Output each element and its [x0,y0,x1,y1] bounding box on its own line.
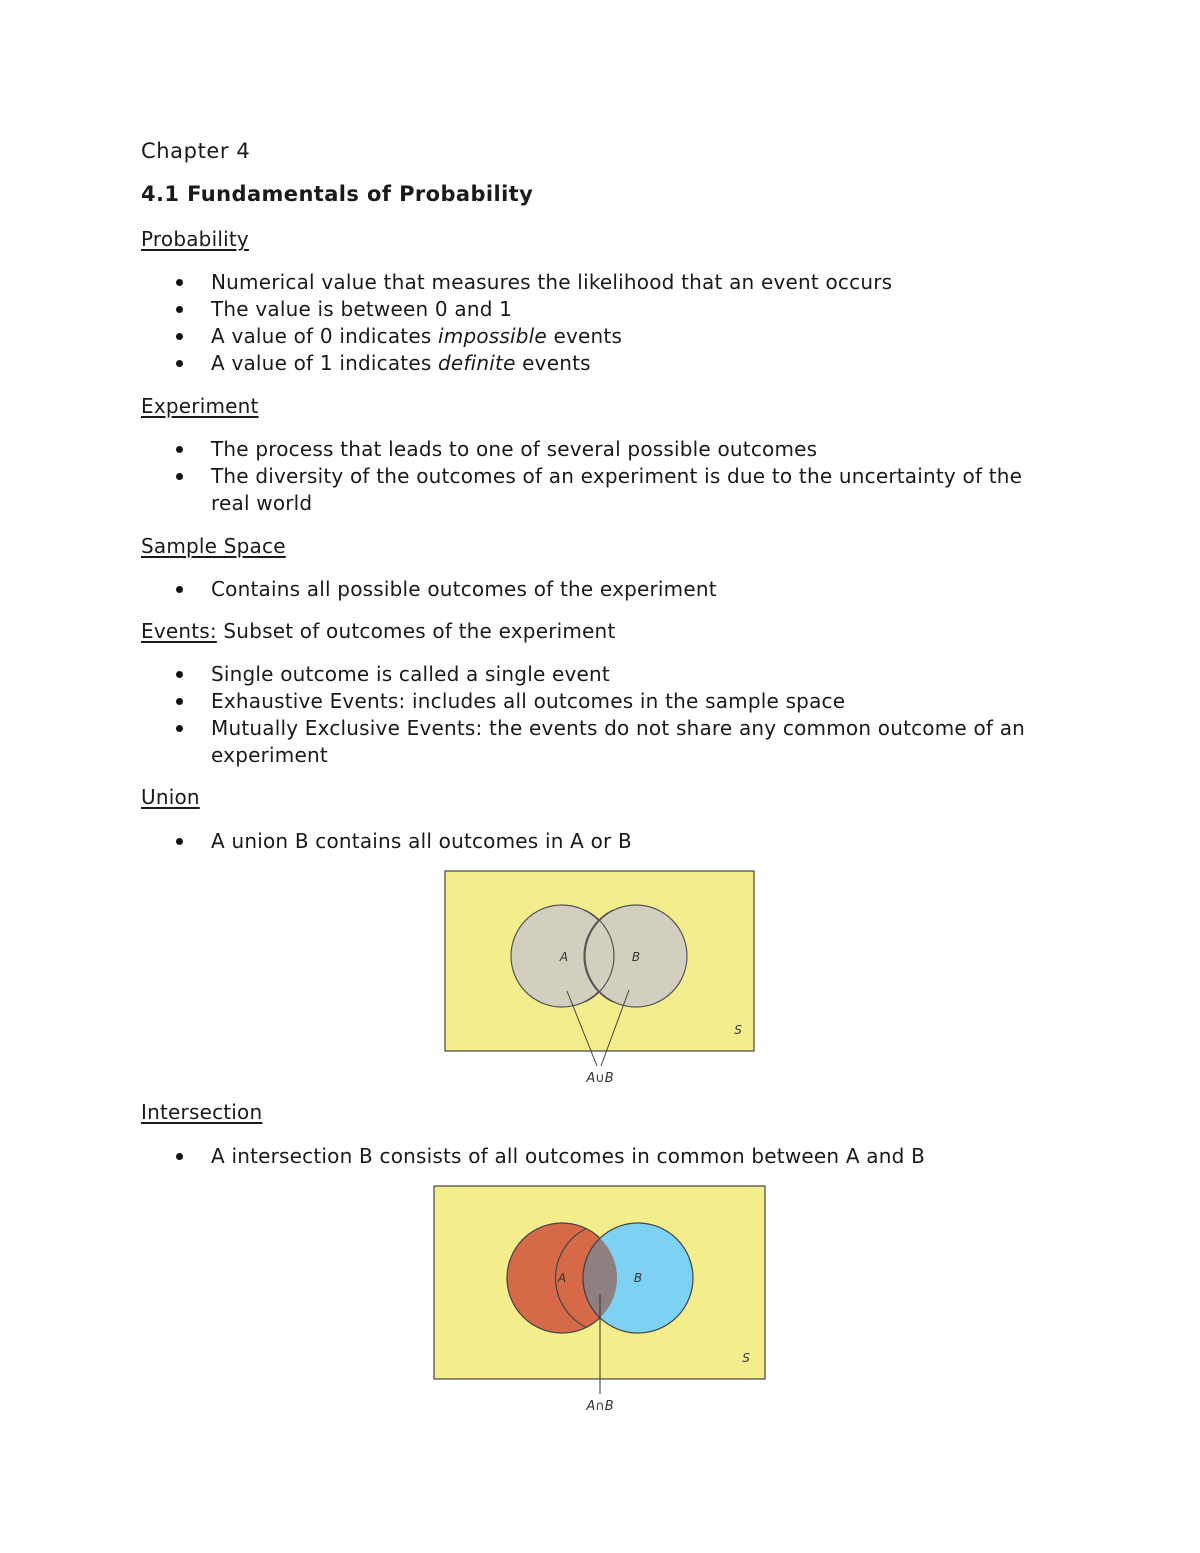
intersection-venn-diagram [430,1182,770,1417]
text: A value of 0 indicates [211,324,439,348]
intersection-list [141,1143,1061,1170]
heading-union: Union [141,785,200,809]
emphasis: impossible [438,324,547,348]
events-description: Subset of outcomes of the experiment [216,619,616,643]
list-item: A union B contains all outcomes in A or B [141,828,1061,855]
events-list [141,661,1061,769]
probability-list [141,269,1061,377]
list-item: A intersection B consists of all outcomes in common between A and B [141,1143,1061,1170]
text: events [515,351,591,375]
heading-sample-space: Sample Space [141,534,286,558]
heading-events: Events: [141,619,217,643]
events-definition [141,619,615,643]
heading-experiment: Experiment [141,394,259,418]
list-item: The value is between 0 and 1 [141,296,1061,323]
union-list [141,828,1061,855]
experiment-list [141,436,1061,517]
union-caption: A∪B [586,1071,614,1086]
list-item: Single outcome is called a single event [141,661,1061,688]
list-item [141,323,1061,350]
label-s: S [734,1023,742,1037]
label-s: S [742,1351,750,1365]
list-item: Mutually Exclusive Events: the events do not share any common outcome of an experiment [141,715,1061,769]
heading-probability: Probability [141,227,249,251]
text: A value of 1 indicates [211,351,439,375]
list-item: The process that leads to one of several possible outcomes [141,436,1061,463]
sample-space-list [141,576,1061,603]
intersection-caption: A∩B [586,1399,614,1414]
label-b: B [631,950,641,964]
label-a: A [559,950,569,964]
list-item: Exhaustive Events: includes all outcomes in the sample space [141,688,1061,715]
list-item: The diversity of the outcomes of an experiment is due to the uncertainty of the real world [141,463,1061,517]
text: events [546,324,623,348]
label-a: A [557,1271,567,1285]
heading-intersection: Intersection [141,1100,263,1124]
list-item: Contains all possible outcomes of the experiment [141,576,1061,603]
list-item: Numerical value that measures the likelihood that an event occurs [141,269,1061,296]
chapter-title: Chapter 4 [141,139,251,163]
union-venn-diagram [440,866,760,1091]
list-item [141,350,1061,377]
label-b: B [633,1271,643,1285]
section-title: 4.1 Fundamentals of Probability [141,182,534,206]
emphasis: definite [438,351,516,375]
